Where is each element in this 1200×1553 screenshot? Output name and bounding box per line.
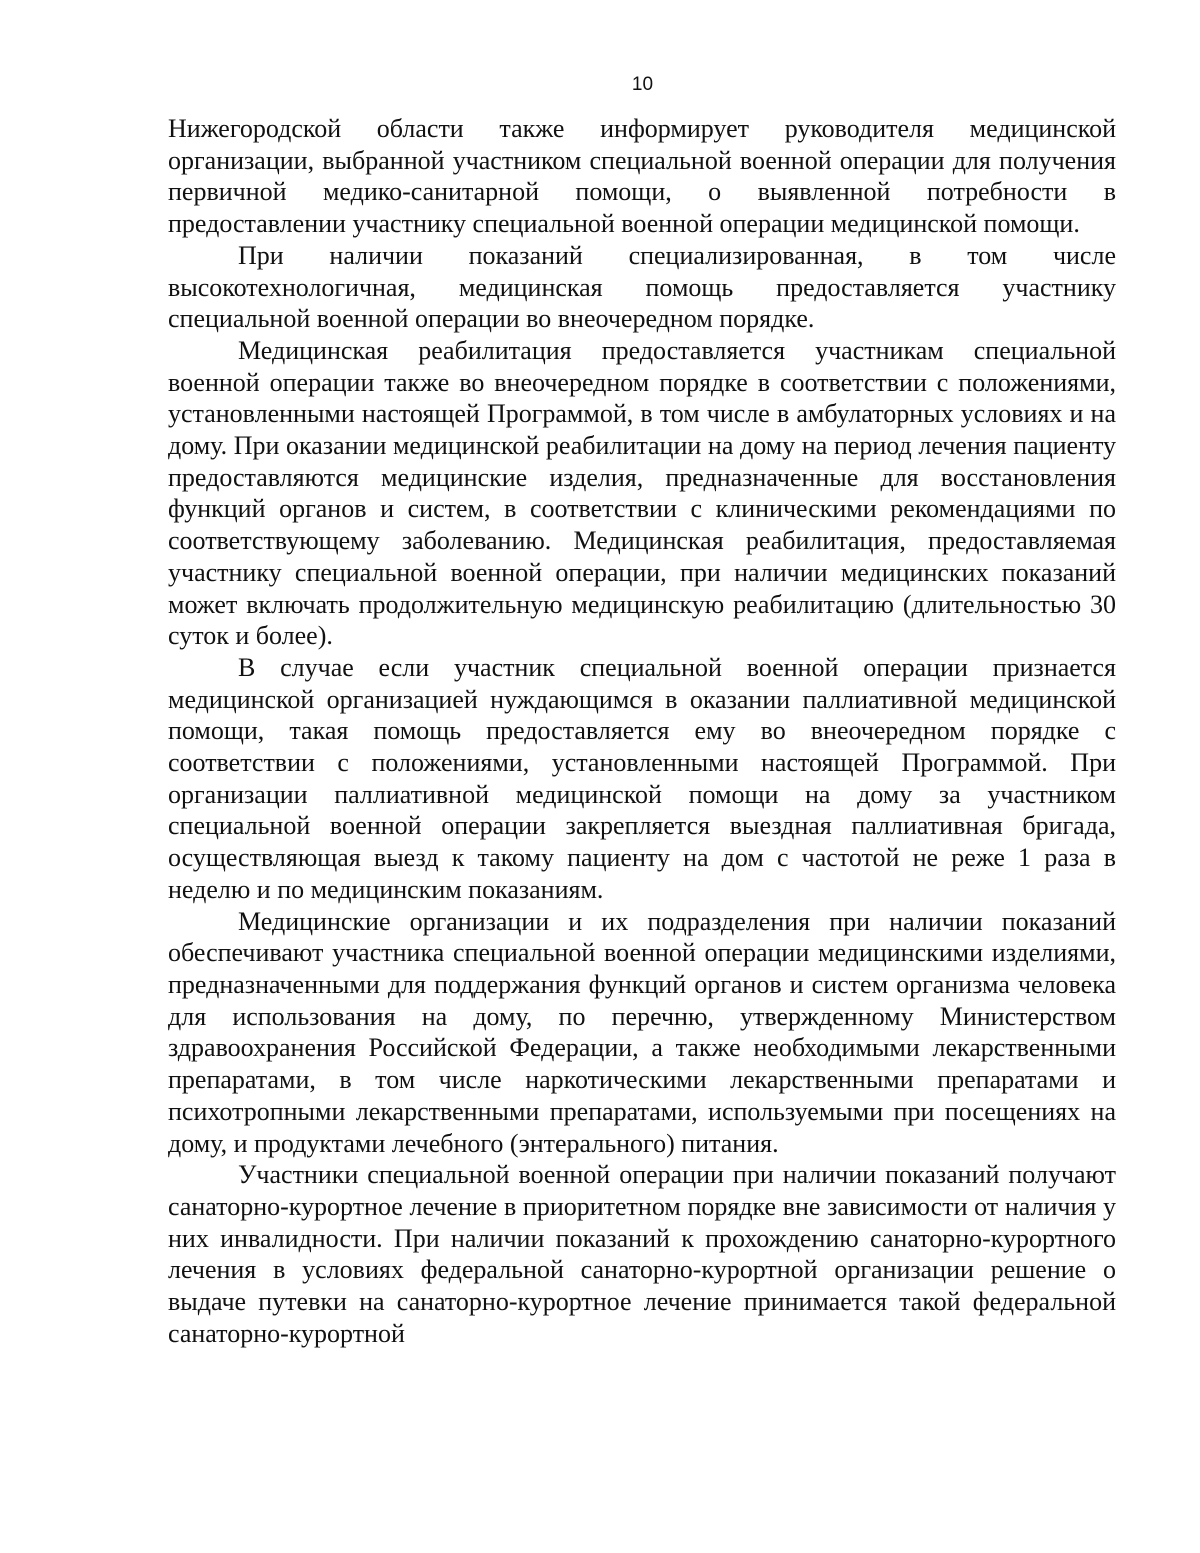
paragraph: Медицинская реабилитация предоставляется участникам специальной военной операции также во внеочередном порядке в соответствии с положениями, установленными настоящей Программой, в том числе в амбулаторных условиях и на дому. При оказании медицинской реабилитации на дому на период лечения пациенту предоставляются медицинские изделия, предназначенные для восстановления функций органов и систем, в соответствии с клиническими рекомендациями по соответствующему заболеванию. Медицинская реабилитация, предоставляемая участнику специальной военной операции, при наличии медицинских показаний может включать продолжительную медицинскую реабилитацию (длительностью 30 суток и более). <box>168 335 1116 651</box>
paragraph: Участники специальной военной операции при наличии показаний получают санаторно-курортное лечение в приоритетном порядке вне зависимости от наличия у них инвалидности. При наличии показаний к прохождению санаторно-курортного лечения в условиях федеральной санаторно-курортной организации решение о выдаче путевки на санаторно-курортное лечение принимается такой федеральной санаторно-курортной <box>168 1160 1116 1348</box>
paragraph: В случае если участник специальной военной операции признается медицинской организацией нуждающимся в оказании паллиативной медицинской помощи, такая помощь предоставляется ему во внеочередном порядке с соответствии с положениями, установленными настоящей Программой. При организации паллиативной медицинской помощи на дому за участником специальной военной операции закрепляется выездная паллиативная бригада, осуществляющая выезд к такому пациенту на дом с частотой не реже 1 раза в неделю и по медицинским показаниям. <box>168 652 1116 904</box>
paragraph: При наличии показаний специализированная, в том числе высокотехнологичная, медицинская помощь предоставляется участнику специальной военной операции во внеочередном порядке. <box>168 240 1116 334</box>
document-body <box>168 113 1116 1349</box>
paragraph: Медицинские организации и их подразделения при наличии показаний обеспечивают участника специальной военной операции медицинскими изделиями, предназначенными для поддержания функций органов и систем организма человека для использования на дому, по перечню, утвержденному Министерством здравоохранения Российской Федерации, а также необходимыми лекарственными препаратами, в том числе наркотическими лекарственными препаратами и психотропными лекарственными препаратами, используемыми при посещениях на дому, и продуктами лечебного (энтерального) питания. <box>168 906 1116 1158</box>
paragraph: Нижегородской области также информирует руководителя медицинской организации, выбранной участником специальной военной операции для получения первичной медико-санитарной помощи, о выявленной потребности в предоставлении участнику специальной военной операции медицинской помощи. <box>168 114 1116 239</box>
page-number: 10 <box>631 74 654 95</box>
